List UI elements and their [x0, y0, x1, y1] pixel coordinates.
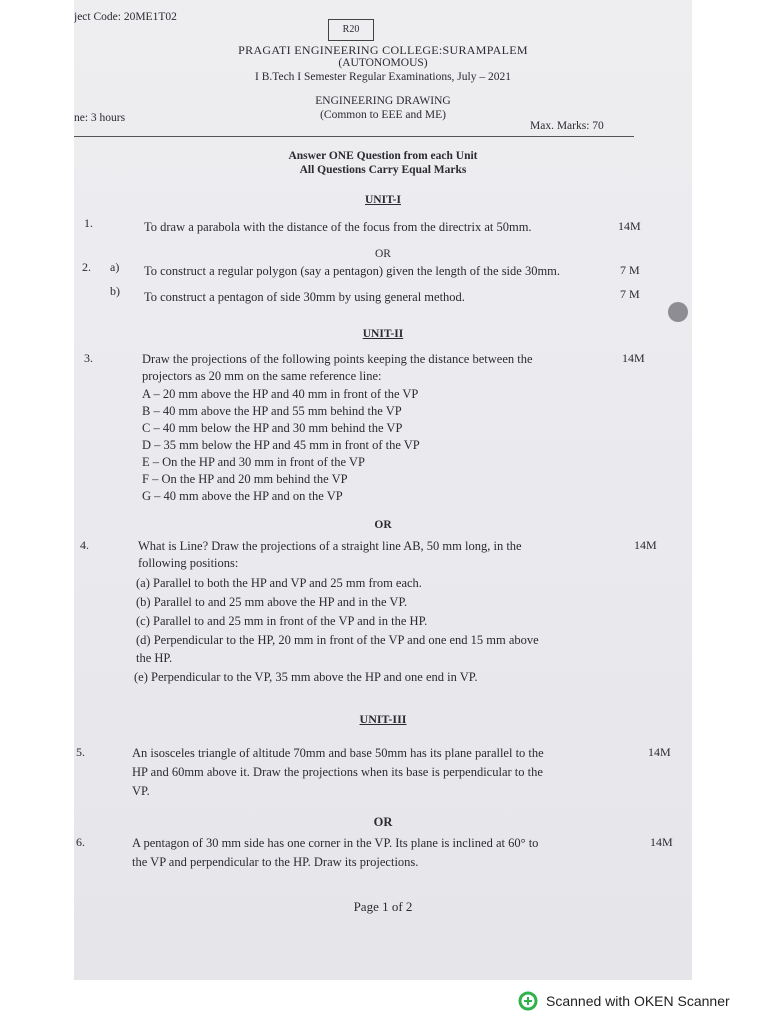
subject-title: ENGINEERING DRAWING: [315, 95, 451, 107]
header-divider: [74, 136, 634, 137]
or-separator-3: OR: [373, 815, 393, 829]
question-4-item-d: (d) Perpendicular to the HP, 20 mm in front of the VP and one end 15 mm above: [136, 633, 539, 647]
question-5-line-1: An isosceles triangle of altitude 70mm and base 50mm has its plane parallel to the: [132, 746, 544, 760]
question-4-item-b: (b) Parallel to and 25 mm above the HP and in the VP.: [136, 595, 408, 609]
unit-2-heading: UNIT-II: [362, 328, 404, 340]
question-3-line-1: Draw the projections of the following points keeping the distance between the: [142, 352, 533, 366]
question-2a-marks: 7 M: [620, 263, 640, 277]
question-4-line-1: What is Line? Draw the projections of a straight line AB, 50 mm long, in the: [138, 539, 522, 553]
unit-1-heading: UNIT-I: [364, 194, 401, 206]
question-4-item-a: (a) Parallel to both the HP and VP and 25 mm from each.: [136, 576, 422, 590]
question-3-item-f: F – On the HP and 20 mm behind the VP: [142, 472, 348, 486]
question-4-marks: 14M: [634, 538, 657, 552]
scanner-watermark-text: Scanned with OKEN Scanner: [546, 993, 730, 1009]
oken-logo-icon: [518, 991, 538, 1011]
or-separator-1: OR: [375, 248, 391, 260]
question-3-marks: 14M: [622, 351, 645, 365]
question-2b-label: b): [110, 284, 120, 298]
question-3-item-g: G – 40 mm above the HP and on the VP: [142, 489, 343, 503]
question-6-number: 6.: [76, 835, 85, 849]
scan-blot: [668, 302, 688, 322]
question-5-marks: 14M: [648, 745, 671, 759]
page-number: Page 1 of 2: [353, 899, 413, 914]
unit-3-heading: UNIT-III: [359, 712, 407, 726]
question-2a-label: a): [110, 260, 120, 274]
question-6-marks: 14M: [650, 835, 673, 849]
common-label: (Common to EEE and ME): [320, 109, 446, 121]
scanner-watermark: [518, 990, 730, 1012]
question-4-number: 4.: [80, 538, 89, 552]
question-5-line-3: VP.: [132, 784, 150, 798]
question-5-line-2: HP and 60mm above it. Draw the projections when its base is perpendicular to the: [132, 765, 543, 779]
question-3-item-b: B – 40 mm above the HP and 55 mm behind the VP: [142, 404, 402, 418]
question-3-item-d: D – 35 mm below the HP and 45 mm in front of the VP: [142, 438, 420, 452]
autonomous-label: (AUTONOMOUS): [338, 57, 428, 69]
college-name: PRAGATI ENGINEERING COLLEGE:SURAMPALEM: [238, 43, 528, 57]
question-2-number: 2.: [82, 260, 91, 274]
exam-title: I B.Tech I Semester Regular Examinations, July – 2021: [255, 71, 511, 83]
question-6-line-1: A pentagon of 30 mm side has one corner in the VP. Its plane is inclined at 60° to: [132, 836, 539, 850]
question-2b-marks: 7 M: [620, 287, 640, 301]
question-4-line-2: following positions:: [138, 556, 239, 570]
instruction-line-1: Answer ONE Question from each Unit: [288, 150, 478, 162]
question-2b-text: To construct a pentagon of side 30mm by using general method.: [144, 290, 465, 304]
exam-paper: [74, 0, 692, 980]
question-4-item-e: (e) Perpendicular to the VP, 35 mm above the HP and one end in VP.: [134, 670, 478, 684]
question-5-number: 5.: [76, 745, 85, 759]
question-1-number: 1.: [84, 216, 93, 230]
question-3-item-a: A – 20 mm above the HP and 40 mm in front of the VP: [142, 387, 419, 401]
question-6-line-2: the VP and perpendicular to the HP. Draw its projections.: [132, 855, 419, 869]
question-3-item-e: E – On the HP and 30 mm in front of the VP: [142, 455, 365, 469]
question-1-text: To draw a parabola with the distance of the focus from the directrix at 50mm.: [144, 220, 532, 234]
question-4-item-c: (c) Parallel to and 25 mm in front of the VP and in the HP.: [136, 614, 428, 628]
exam-duration: ne: 3 hours: [74, 112, 126, 124]
max-marks: Max. Marks: 70: [530, 120, 604, 132]
question-3-line-2: projectors as 20 mm on the same reference line:: [142, 369, 382, 383]
subject-code: ject Code: 20ME1T02: [74, 11, 177, 23]
question-3-item-c: C – 40 mm below the HP and 30 mm behind the VP: [142, 421, 403, 435]
question-4-item-d-cont: the HP.: [136, 651, 173, 665]
regulation-box: R20: [328, 19, 374, 41]
instruction-line-2: All Questions Carry Equal Marks: [299, 164, 467, 176]
or-separator-2: OR: [374, 519, 392, 531]
question-1-marks: 14M: [618, 219, 641, 233]
question-3-number: 3.: [84, 351, 93, 365]
question-2a-text: To construct a regular polygon (say a pentagon) given the length of the side 30mm.: [144, 264, 561, 278]
